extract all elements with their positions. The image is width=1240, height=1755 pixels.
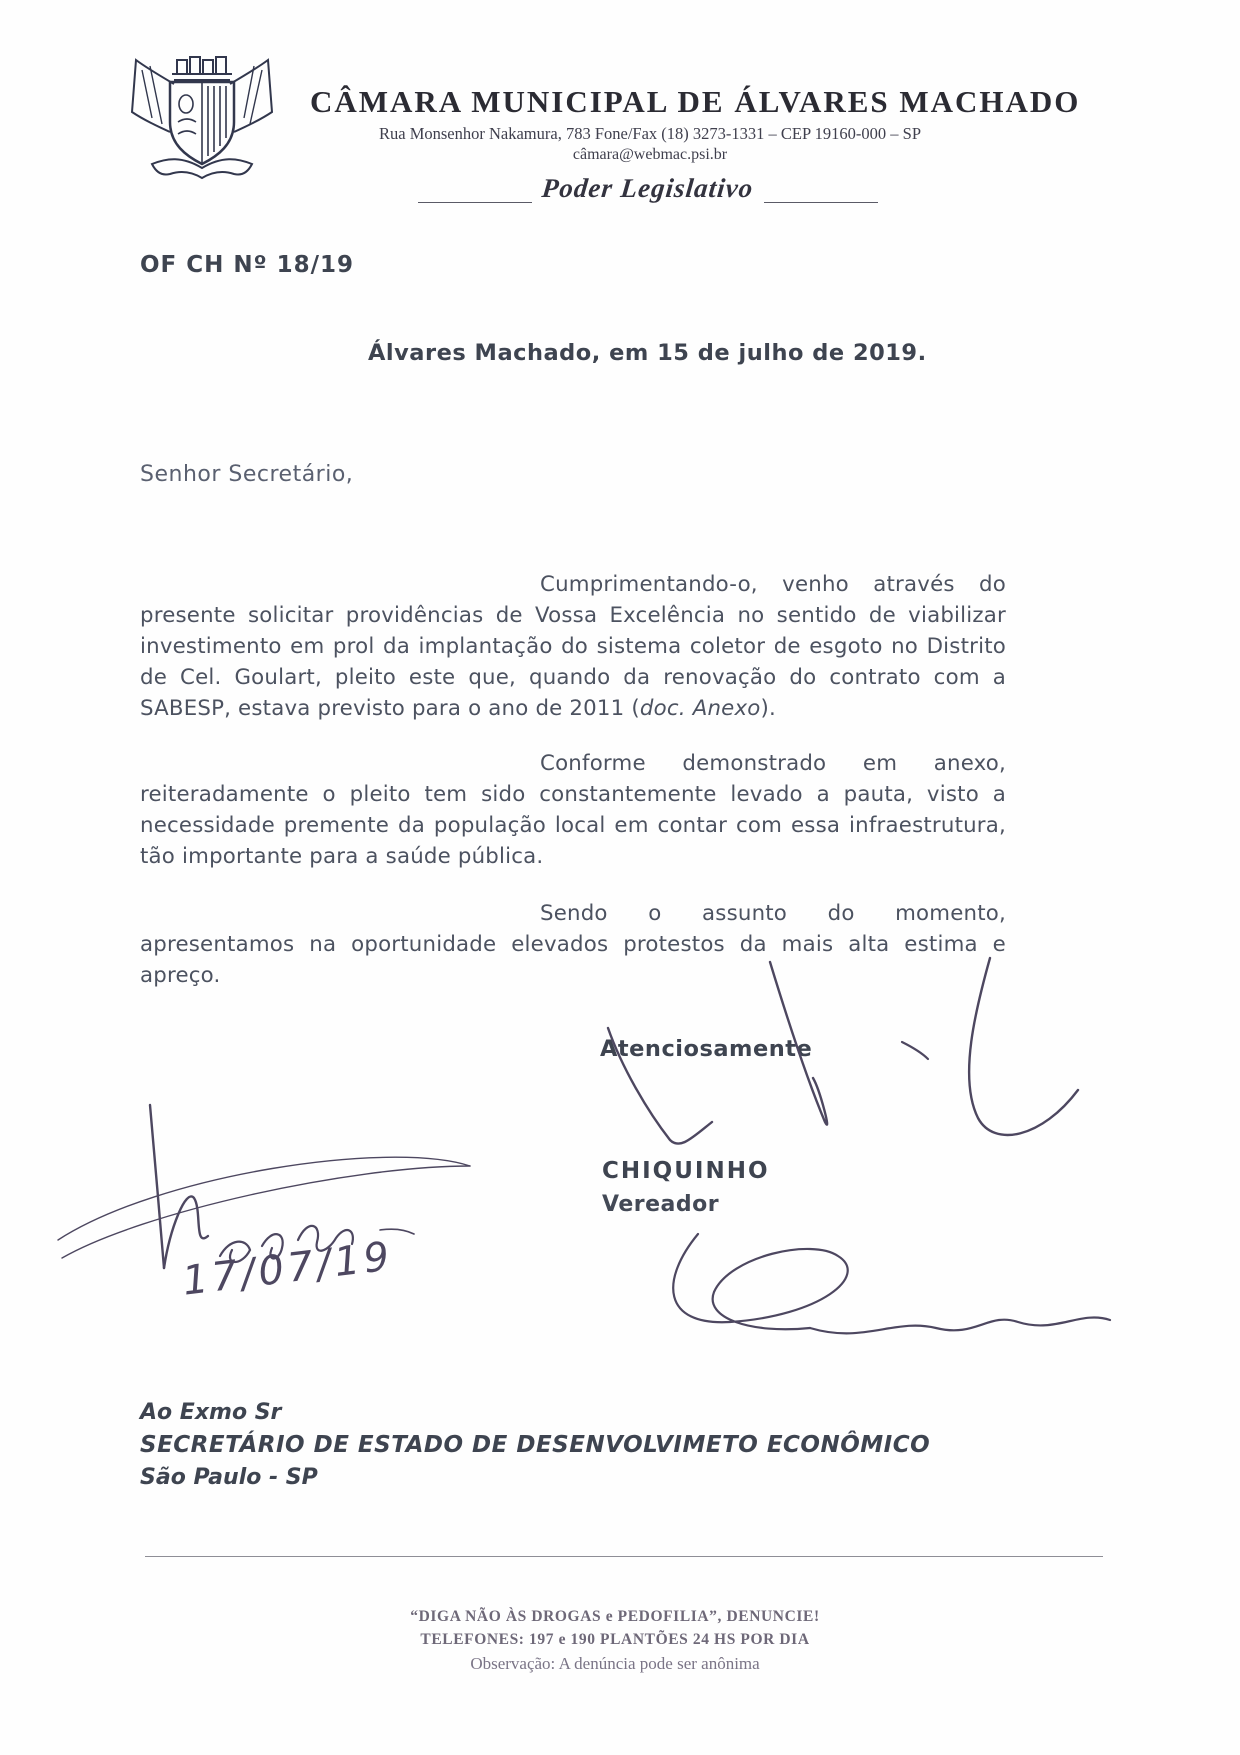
paragraph-1 [140,569,1006,724]
paragraph-2: Conforme demonstrado em anexo, reiteradamente o pleito tem sido constantemente levado a pauta, visto a necessidade premente da população local em contar com essa infraestrutura, tão importante para a saúde pública. [140,751,1006,870]
tagline [418,168,878,204]
salutation: Senhor Secretário, [140,462,354,487]
org-address: Rua Monsenhor Nakamura, 783 Fone/Fax (18) 3273-1331 – CEP 19160-000 – SP [378,124,922,143]
recipient-line-3: São Paulo - SP [140,1465,318,1490]
coat-of-arms-icon [122,52,282,187]
recipient-block [140,1400,930,1497]
recipient-line-1: Ao Exmo Sr [140,1400,282,1425]
signature-secondary [638,1222,1118,1367]
footer-line-2: TELEFONES: 197 e 190 PLANTÕES 24 HS POR DIA [420,1631,810,1648]
paragraph-1-italic: doc. Anexo [639,696,761,722]
tagline-text: Poder Legislativo [540,173,756,203]
tagline-rule-right [764,202,878,203]
paragraph-3: Sendo o assunto do momento, apresentamos na oportunidade elevados protestos da mais alta estima e apreço. [140,901,1006,989]
paragraph-1-end: ). [760,696,777,722]
footer-divider [145,1556,1103,1557]
paragraph-1-main: Cumprimentando-o, venho através do presente solicitar providências de Vossa Excelência no sentido de viabilizar investimento em prol da implantação do sistema coletor de esgoto no Distrito de Cel. Goulart, pleito este que, quando da renovação do contrato com a SABESP, estava previsto para o ano de 2011 ( [140,572,1006,722]
footer [140,1608,1090,1674]
signer-name: CHIQUINHO [602,1158,770,1184]
handwritten-date: 17/07/19 [179,1233,396,1305]
dateline: Álvares Machado, em 15 de julho de 2019. [368,340,927,366]
signature-main [470,950,1090,1165]
org-name: CÂMARA MUNICIPAL DE ÁLVARES MACHADO [310,84,1081,119]
reference-number: OF CH Nº 18/19 [140,252,355,278]
signer-title: Vereador [602,1192,720,1217]
recipient-line-2: SECRETÁRIO DE ESTADO DE DESENVOLVIMETO ECONÔMICO [140,1432,931,1458]
closing-word: Atenciosamente [600,1036,813,1062]
footer-line-3: Observação: A denúncia pode ser anônima [470,1654,760,1673]
footer-line-1: “DIGA NÃO ÀS DROGAS e PEDOFILIA”, DENUNCIE! [410,1608,820,1625]
tagline-rule-left [418,202,532,203]
org-email: câmara@webmac.psi.br [572,146,728,163]
